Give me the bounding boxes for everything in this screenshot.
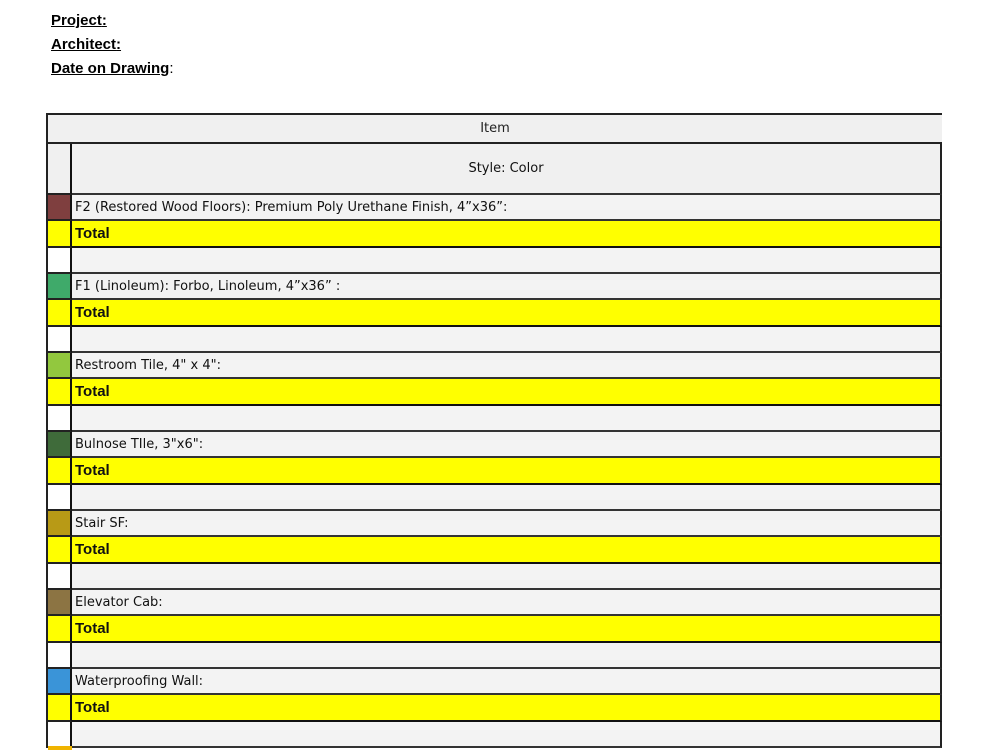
total-row (46, 616, 942, 643)
blank-row (46, 485, 942, 511)
architect-field: Architect: (51, 36, 122, 53)
color-swatch (46, 274, 72, 300)
blank-swatch-cell (46, 564, 72, 590)
date-field: Date on Drawing: (51, 60, 174, 77)
total-row (46, 458, 942, 485)
total-label: Total (72, 616, 942, 643)
blank-cell (72, 406, 942, 432)
item-row (46, 669, 942, 695)
blank-swatch-cell (46, 248, 72, 274)
item-row (46, 432, 942, 458)
total-label: Total (72, 221, 942, 248)
blank-row (46, 564, 942, 590)
total-swatch-cell (46, 616, 72, 643)
total-label: Total (72, 537, 942, 564)
blank-cell (72, 643, 942, 669)
item-label: F1 (Linoleum): Forbo, Linoleum, 4”x36” : (72, 274, 942, 300)
blank-row (46, 722, 942, 748)
color-swatch (46, 590, 72, 616)
blank-row (46, 327, 942, 353)
color-swatch (46, 432, 72, 458)
table-body (46, 195, 942, 748)
blank-swatch-cell (46, 327, 72, 353)
blank-cell (72, 248, 942, 274)
blank-swatch-cell (46, 643, 72, 669)
item-row (46, 274, 942, 300)
total-row (46, 537, 942, 564)
item-row (46, 590, 942, 616)
total-swatch-cell (46, 300, 72, 327)
blank-swatch-cell (46, 722, 72, 748)
blank-row (46, 643, 942, 669)
item-label: Waterproofing Wall: (72, 669, 942, 695)
style-header: Style: Color (72, 144, 942, 195)
color-swatch (46, 353, 72, 379)
total-label: Total (72, 695, 942, 722)
total-label: Total (72, 300, 942, 327)
blank-row (46, 406, 942, 432)
project-label: Project (51, 12, 102, 29)
partial-swatch (48, 746, 72, 750)
total-swatch-cell (46, 379, 72, 406)
total-swatch-cell (46, 537, 72, 564)
blank-cell (72, 327, 942, 353)
total-swatch-cell (46, 221, 72, 248)
total-label: Total (72, 458, 942, 485)
total-row (46, 221, 942, 248)
total-row (46, 379, 942, 406)
finish-schedule-table (46, 113, 942, 748)
item-header: Item (46, 113, 942, 144)
total-swatch-cell (46, 695, 72, 722)
swatch-header-cell (46, 144, 72, 195)
blank-swatch-cell (46, 406, 72, 432)
item-row (46, 511, 942, 537)
date-label: Date on Drawing (51, 60, 170, 77)
item-label: F2 (Restored Wood Floors): Premium Poly Urethane Finish, 4”x36”: (72, 195, 942, 221)
total-row (46, 300, 942, 327)
total-label: Total (72, 379, 942, 406)
blank-swatch-cell (46, 485, 72, 511)
item-row (46, 353, 942, 379)
color-swatch (46, 195, 72, 221)
color-swatch (46, 669, 72, 695)
total-row (46, 695, 942, 722)
total-swatch-cell (46, 458, 72, 485)
color-swatch (46, 511, 72, 537)
item-label: Restroom Tile, 4" x 4": (72, 353, 942, 379)
project-field: Project: (51, 12, 107, 29)
style-header-row (46, 144, 942, 195)
blank-row (46, 248, 942, 274)
blank-cell (72, 564, 942, 590)
blank-cell (72, 722, 942, 748)
item-row (46, 195, 942, 221)
blank-cell (72, 485, 942, 511)
item-label: Elevator Cab: (72, 590, 942, 616)
item-label: Bulnose TIle, 3"x6": (72, 432, 942, 458)
document-header (51, 9, 174, 81)
architect-label: Architect (51, 36, 117, 53)
item-label: Stair SF: (72, 511, 942, 537)
